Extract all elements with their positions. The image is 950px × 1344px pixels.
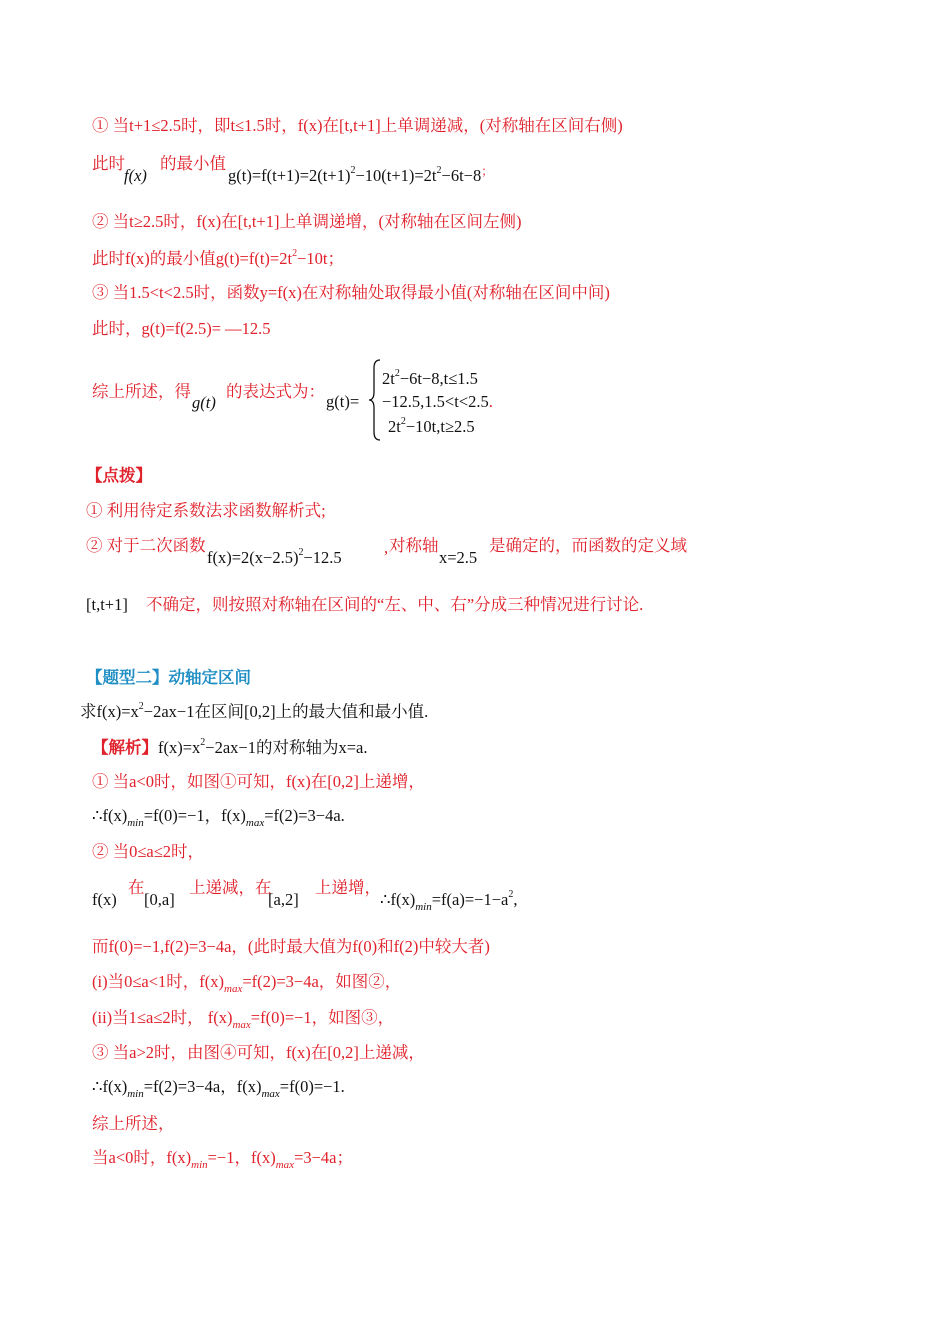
sup-2c: 2 [292,248,298,259]
tip-2-axis-label [389,536,439,556]
tip-2-formula-a: f(x)=2(x−2.5) [207,548,299,567]
formula-part-1: g(t)=f(t+1)=2(t+1) [228,166,351,185]
case-3-value-text: 此时，g(t)=f(2.5)= —12.5 [92,319,271,338]
analysis-a: f(x)=x [158,738,201,757]
gt-equals [326,392,359,412]
result-3-max: max [261,1088,280,1100]
tip-2-tail-text: 是确定的，而函数的定义域 [489,536,687,555]
tip-2-axis-text: 对称轴 [389,536,439,555]
mono-zai [128,878,145,898]
piece-1 [382,369,478,389]
gt-text: g(t) [192,393,216,412]
semicolon: ； [481,164,494,178]
mono-min-a: ∴f(x) [380,890,416,909]
case-a-lt-0 [92,772,425,792]
result-1-min: min [127,817,144,829]
mono-fx [92,890,117,910]
conclusion-heading-text: 综上所述， [92,1114,175,1133]
min-value-text: 的最小值 [160,154,226,173]
case-a-lt-0-text: ① 当a<0时，如图①可知，f(x)在[0,2]上递增， [92,772,425,791]
tip-2-comma-text: , [384,538,389,557]
tip-heading [86,466,152,486]
conclusion-1-max: max [275,1159,295,1171]
tip-heading-text: 【点拨】 [86,466,152,485]
case-2-text: ② 当t≥2.5时，f(x)在[t,t+1]上单调递增，(对称轴在区间左侧) [92,212,522,231]
sup-2b: 2 [436,165,442,176]
piece-2-text: −12.5,1.5<t<2.5 [382,392,489,411]
conclusion-1-min: min [191,1159,208,1171]
subcase-ii-max: max [232,1019,251,1031]
formula-part-2: −10(t+1)=2t [355,166,437,185]
sup-2a: 2 [350,165,356,176]
mono-interval-1-text: [0,a] [144,890,175,909]
piece-1-a: 2t [382,369,395,388]
case-2-min-line [92,249,344,269]
result-1-b: =f(0)=−1，f(x) [143,806,246,825]
piece-1-sup: 2 [394,368,400,379]
result-1-a: ∴f(x) [92,806,128,825]
case-2-min-end: −10t； [297,249,344,268]
tip-2-tail [489,536,687,556]
case-2-min-text: 此时f(x)的最小值g(t)=f(t)=2t [92,249,293,268]
gt-equals-text: g(t)= [326,392,360,411]
summary-text: 综上所述，得 [92,382,191,401]
question [80,702,428,722]
analysis-line [92,738,368,758]
subcase-i [92,972,402,995]
piece-3-a: 2t [388,417,401,436]
piece-1-b: −6t−8,t≤1.5 [399,369,478,388]
conclusion-1-a: 当a<0时，f(x) [92,1148,192,1167]
result-1-max: max [245,817,265,829]
gt-label [192,393,216,413]
result-1-c: =f(2)=3−4a. [264,806,345,825]
piece-3-sup: 2 [400,416,406,427]
case-1-formula [228,166,493,186]
result-3-c: =f(0)=−1. [279,1077,345,1096]
mono-interval-2 [268,890,299,910]
tip-2-formula-b: −12.5 [303,548,342,567]
case-3-value-line [92,319,271,339]
left-brace-icon [368,358,382,442]
mono-zai-text: 在 [128,878,145,897]
conclusion-1 [92,1148,353,1171]
expression-text: 的表达式为： [226,382,325,401]
compare-text: 而f(0)=−1,f(2)=3−4a，(此时最大值为f(0)和f(2)中较大者) [92,937,490,956]
analysis-b: −2ax−1的对称轴为x=a. [205,738,368,757]
section-2-heading [86,668,251,688]
tip-3-text [146,595,643,615]
mono-dec-label [189,878,272,898]
min-value-label [160,154,226,174]
result-3-a: ∴f(x) [92,1077,128,1096]
mono-interval-2-text: [a,2] [268,890,299,909]
subcase-i-max: max [224,983,243,995]
tip-2-axis-value [439,548,477,568]
result-3 [92,1077,345,1100]
mono-fx-text: f(x) [92,890,117,909]
case-3-text: ③ 当1.5<t<2.5时，函数y=f(x)在对称轴处取得最小值(对称轴在区间中间) [92,283,610,302]
analysis-sup: 2 [200,737,206,748]
result-1 [92,806,345,829]
case-3-line [92,283,610,303]
tip-2-text: ② 对于二次函数 [86,536,206,555]
case-1-text: ① 当t+1≤2.5时，即t≤1.5时，f(x)在[t,t+1]上单调递减，(对称轴在区间右侧) [92,116,623,135]
case-2-line [92,212,521,232]
fx-label [124,166,147,186]
mono-min-sub: min [415,901,432,913]
mono-min-b: =f(a)=−1−a [431,890,509,909]
fx-text: f(x) [124,166,147,185]
formula-part-3: −6t−8 [441,166,482,185]
conclusion-1-c: =3−4a； [294,1148,353,1167]
result-3-min: min [127,1088,144,1100]
expression-label [226,382,325,402]
case-a-gt-2-text: ③ 当a>2时，由图④可知，f(x)在[0,2]上递减， [92,1043,425,1062]
question-a: 求f(x)=x [80,702,139,721]
case-a-gt-2 [92,1043,425,1063]
section-2-heading-text: 【题型二】动轴定区间 [86,668,251,687]
tip-2-label [86,536,206,556]
tip-2-comma [384,538,388,558]
subcase-ii [92,1008,395,1031]
tip-2-axis-value-text: x=2.5 [439,548,478,567]
mono-min [380,889,518,913]
mono-min-comma: , [513,890,518,909]
tip-1-text: ① 利用待定系数法求函数解析式; [86,501,326,520]
mono-dec-text: 上递减，在 [189,878,272,897]
tip-3-text-content: 不确定，则按照对称轴在区间的“左、中、右”分成三种情况进行讨论. [146,595,644,614]
compare-line [92,937,490,957]
conclusion-heading [92,1114,175,1134]
case-1-line [92,116,623,136]
mono-inc-text: 上递增， [315,878,381,897]
conclusion-1-b: =−1，f(x) [207,1148,276,1167]
mono-interval-1 [144,890,175,910]
case-a-between [92,842,204,862]
question-sup: 2 [138,701,144,712]
tip-2-formula [207,548,342,568]
result-3-b: =f(2)=3−4a，f(x) [143,1077,262,1096]
case-a-between-text: ② 当0≤a≤2时， [92,842,205,861]
subcase-i-b: =f(2)=3−4a，如图②， [242,972,402,991]
tip-3-interval-text: [t,t+1] [86,595,128,614]
tip-1 [86,501,326,521]
mono-inc-label [315,878,381,898]
subcase-ii-b: =f(0)=−1，如图③， [250,1008,395,1027]
text-cishi: 此时 [92,154,125,173]
piece-3 [388,417,475,437]
analysis-heading: 【解析】 [92,738,158,757]
tip-2-sup: 2 [298,547,304,558]
mono-min-sup: 2 [508,889,514,900]
case-1-min-label [92,154,125,174]
piece-2-dot: . [488,392,493,411]
summary-label [92,382,191,402]
question-b: −2ax−1在区间[0,2]上的最大值和最小值. [143,702,429,721]
subcase-ii-a: (ii)当1≤a≤2时， f(x) [92,1008,233,1027]
tip-3-interval [86,595,128,615]
subcase-i-a: (i)当0≤a<1时，f(x) [92,972,224,991]
piece-3-b: −10t,t≥2.5 [405,417,475,436]
piece-2 [382,392,493,412]
